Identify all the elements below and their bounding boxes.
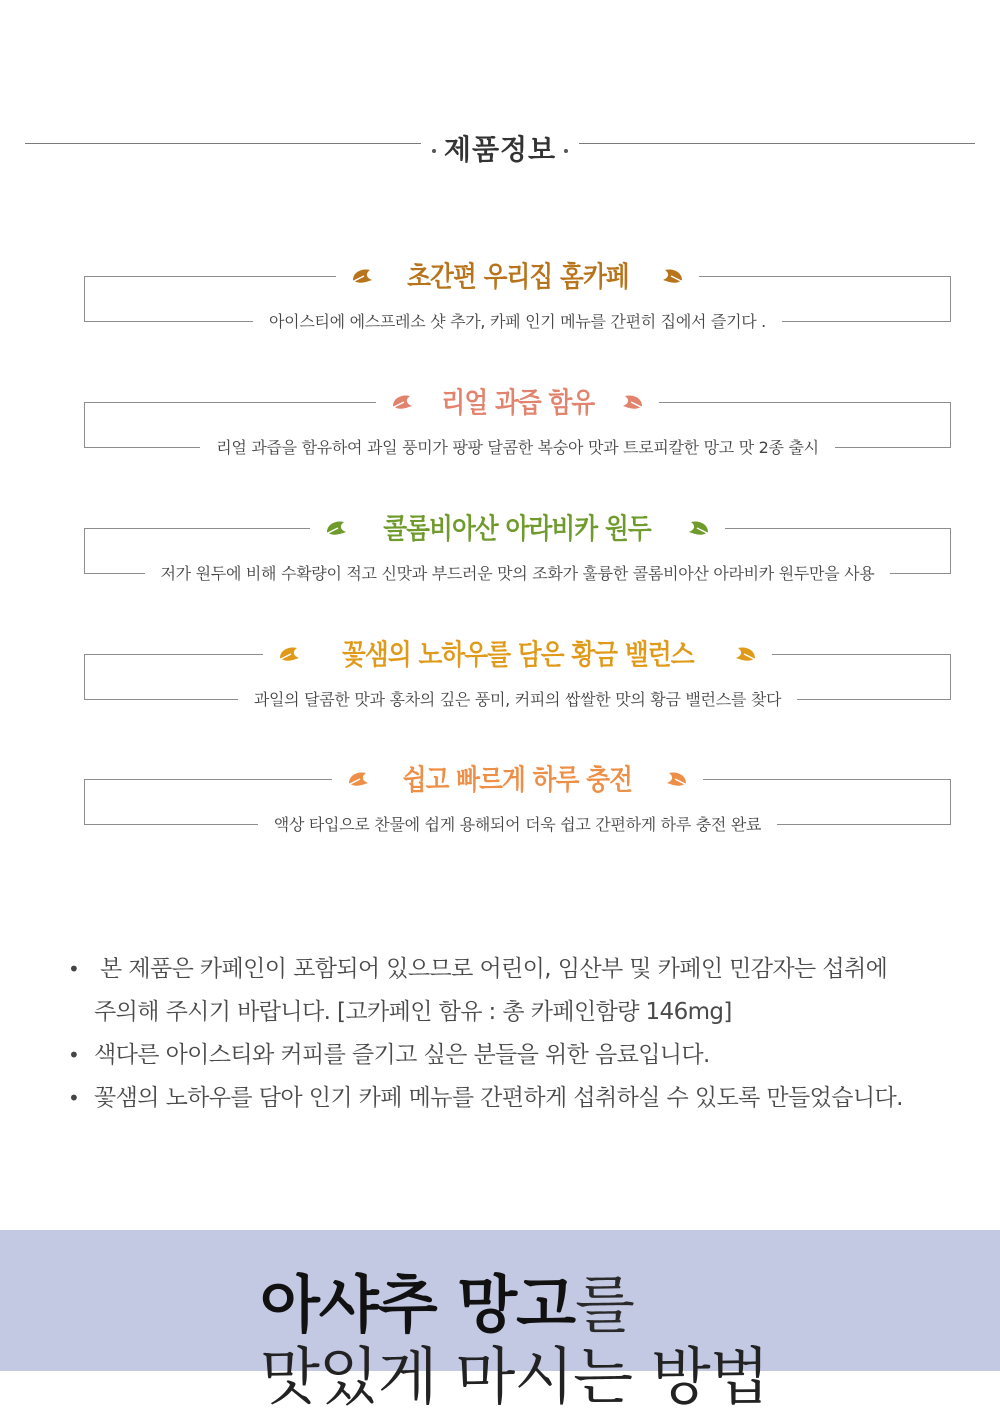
feature-box-2 bbox=[84, 385, 951, 457]
section-title-wrap bbox=[25, 128, 975, 168]
note-line: 주의해 주시기 바랍니다. [고카페인 함유 : 총 카페인함량 146mg] bbox=[94, 999, 732, 1025]
feature-title: 리얼 과즙 함유 bbox=[441, 385, 594, 419]
dot-icon bbox=[564, 149, 568, 153]
feature-title: 초간편 우리집 홈카페 bbox=[406, 259, 629, 293]
leaf-right-icon bbox=[732, 644, 758, 666]
banner-heading-bold: 아샤추 망고 bbox=[260, 1268, 576, 1341]
banner-subheading: 맛있게 마시는 방법 bbox=[260, 1340, 769, 1413]
note-line: 본 제품은 카페인이 포함되어 있으므로 어린이, 임산부 및 카페인 민감자는 섭취에 bbox=[100, 956, 888, 982]
note-line: 색다른 아이스티와 커피를 즐기고 싶은 분들을 위한 음료입니다. bbox=[94, 1042, 710, 1068]
bullet-icon: • bbox=[68, 1043, 80, 1067]
feature-title: 콜롬비아산 아라비카 원두 bbox=[383, 511, 652, 545]
banner-heading bbox=[260, 1270, 634, 1340]
feature-desc: 리얼 과즙을 함유하여 과일 풍미가 팡팡 달콤한 복숭아 맛과 트로피칼한 망고 맛 2종 출시 bbox=[200, 435, 835, 458]
leaf-right-icon bbox=[619, 392, 645, 414]
banner-heading-light: 를 bbox=[575, 1268, 634, 1341]
feature-title: 쉽고 빠르게 하루 충전 bbox=[402, 762, 633, 796]
leaf-right-icon bbox=[659, 266, 685, 288]
bullet-icon: • bbox=[68, 1086, 80, 1110]
section-header bbox=[25, 128, 975, 166]
leaf-right-icon bbox=[663, 769, 689, 791]
list-item bbox=[68, 1034, 948, 1077]
bullet-icon: • bbox=[68, 957, 80, 981]
leaf-right-icon bbox=[685, 518, 711, 540]
feature-box-3 bbox=[84, 511, 951, 583]
feature-desc: 아이스티에 에스프레소 샷 추가, 카페 인기 메뉴를 간편히 집에서 즐기다 . bbox=[253, 309, 782, 332]
list-item bbox=[68, 1077, 948, 1120]
notes-list bbox=[68, 948, 948, 1120]
feature-box-4 bbox=[84, 637, 951, 709]
feature-box-5 bbox=[84, 762, 951, 834]
how-to-banner bbox=[0, 1230, 1000, 1413]
leaf-left-icon bbox=[324, 518, 350, 540]
list-item bbox=[68, 948, 948, 1034]
leaf-left-icon bbox=[346, 769, 372, 791]
feature-desc: 과일의 달콤한 맛과 홍차의 깊은 풍미, 커피의 쌉쌀한 맛의 황금 밸런스를 찾다 bbox=[238, 687, 797, 710]
feature-title: 꽃샘의 노하우를 담은 황금 밸런스 bbox=[341, 637, 694, 671]
leaf-left-icon bbox=[390, 392, 416, 414]
feature-desc: 저가 원두에 비해 수확량이 적고 신맛과 부드러운 맛의 조화가 훌륭한 콜롬비아산 아라비카 원두만을 사용 bbox=[145, 561, 891, 584]
leaf-left-icon bbox=[350, 266, 376, 288]
feature-desc: 액상 타입으로 찬물에 쉽게 용해되어 더욱 쉽고 간편하게 하루 충전 완료 bbox=[258, 812, 777, 835]
section-title: 제품정보 bbox=[443, 133, 557, 166]
leaf-left-icon bbox=[277, 644, 303, 666]
feature-box-1 bbox=[84, 259, 951, 331]
dot-icon bbox=[432, 149, 436, 153]
note-line: 꽃샘의 노하우를 담아 인기 카페 메뉴를 간편하게 섭취하실 수 있도록 만들었습니다. bbox=[94, 1085, 903, 1111]
